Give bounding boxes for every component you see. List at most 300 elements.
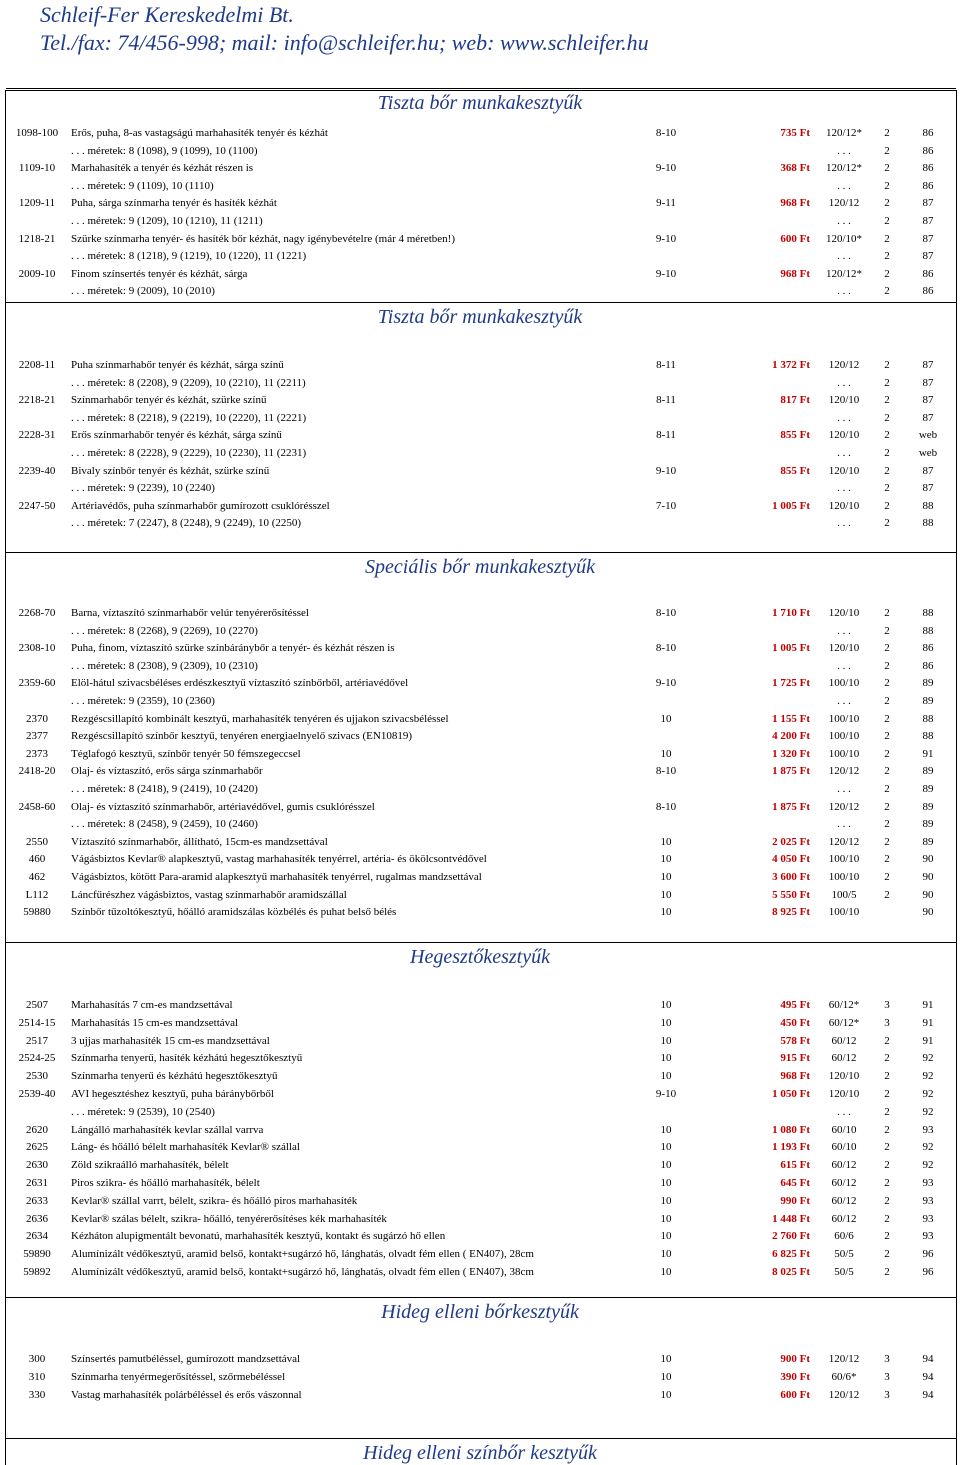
cell-size: 10 (660, 712, 672, 725)
cell-price: 1 725 Ft (772, 677, 810, 690)
cell-page: 88 (922, 499, 934, 512)
table-row (6, 1156, 956, 1174)
cell-pack: 50/5 (834, 1266, 854, 1278)
cell-pack: 120/10 (828, 642, 860, 655)
cell-page: 94 (922, 1370, 934, 1383)
cell-pack: 120/10 (828, 1070, 860, 1083)
table-row (6, 657, 956, 675)
cell-price: 1 050 Ft (772, 1088, 810, 1100)
cell-size: 8-10 (655, 642, 677, 655)
cell-min: 2 (884, 853, 890, 866)
cell-page: web (918, 429, 938, 442)
cell-min: 2 (884, 285, 890, 298)
table-row (6, 1368, 956, 1386)
cell-page: 88 (922, 517, 934, 530)
cell-desc: Piros szikra- és hőálló marhahasíték, bélelt (71, 1177, 260, 1189)
cell-pack: . . . (837, 250, 851, 263)
cell-min: 3 (884, 1370, 890, 1383)
cell-desc: . . . méretek: 8 (1098), 9 (1099), 10 (1100) (71, 144, 258, 157)
cell-desc: . . . méretek: 8 (2308), 9 (2309), 10 (2310) (71, 659, 258, 672)
cell-price: 615 Ft (780, 1159, 810, 1172)
cell-code: 2308-10 (18, 642, 56, 655)
cell-pack: 60/10 (831, 1141, 857, 1154)
cell-price: 990 Ft (780, 1194, 810, 1207)
section-title: Hideg elleni színbőr kesztyűk (363, 1442, 597, 1464)
cell-desc: . . . méretek: 8 (2268), 9 (2269), 10 (2270) (71, 624, 258, 637)
cell-min: 2 (884, 499, 890, 512)
cell-pack: 120/12 (828, 197, 860, 210)
section-title: Hegesztőkesztyűk (410, 946, 550, 968)
cell-desc: Színmarhabőr tenyér és kézhát, szürke színű (71, 394, 267, 407)
cell-size: 8-10 (655, 127, 677, 139)
cell-pack: 120/10 (828, 607, 860, 619)
cell-code: 2630 (26, 1159, 48, 1172)
cell-min: 2 (884, 1141, 890, 1154)
cell-desc: . . . méretek: 8 (1218), 9 (1219), 10 (1220), 11 (1221) (71, 250, 307, 263)
cell-price: 1 155 Ft (772, 712, 810, 725)
cell-pack: 100/10 (828, 906, 860, 919)
cell-pack: . . . (837, 818, 851, 831)
table-row (6, 674, 956, 692)
cell-size: 8-10 (655, 765, 677, 778)
cell-price: 2 760 Ft (772, 1230, 810, 1243)
cell-desc: . . . méretek: 9 (1209), 10 (1210), 11 (1211) (71, 215, 263, 227)
cell-desc: Erős, puha, 8-as vastagságú marhahasíték tenyér és kézhát (71, 127, 328, 139)
cell-price: 6 825 Ft (772, 1248, 810, 1261)
cell-pack: . . . (837, 144, 851, 157)
cell-min: 2 (884, 1052, 890, 1065)
cell-desc: Olaj- és víztaszító, erős sárga színmarhabőr (71, 765, 263, 778)
cell-size: 10 (660, 1248, 672, 1261)
cell-desc: Rezgéscsillapító színbőr kesztyű, tenyéren energiaelnyelő szivacs (EN10819) (71, 730, 412, 743)
cell-pack: 120/12 (828, 359, 860, 371)
cell-size: 10 (660, 1388, 672, 1401)
cell-desc: 3 ujjas marhahasíték 15 cm-es mandzsettával (71, 1034, 270, 1047)
cell-price: 1 372 Ft (772, 359, 810, 371)
cell-price: 645 Ft (780, 1177, 810, 1189)
cell-page: 87 (922, 197, 934, 210)
cell-min: 2 (884, 1034, 890, 1047)
cell-size: 10 (660, 999, 672, 1011)
cell-desc: AVI hegesztéshez kesztyű, puha báránybőrből (71, 1088, 274, 1100)
cell-page: 91 (922, 747, 934, 760)
cell-min: 2 (884, 835, 890, 848)
cell-min: 2 (884, 517, 890, 530)
cell-min: 2 (884, 1088, 890, 1100)
cell-page: 87 (922, 359, 934, 371)
cell-min: 2 (884, 818, 890, 831)
cell-min: 2 (884, 888, 890, 901)
cell-pack: 100/5 (831, 888, 857, 901)
cell-pack: 120/10 (828, 464, 860, 477)
cell-desc: Színbőr tűzoltókesztyű, hőálló aramidszálas közbélés és puhat belső bélés (71, 906, 397, 919)
table-row (6, 514, 956, 532)
cell-pack: . . . (837, 215, 851, 227)
cell-page: 88 (922, 730, 934, 743)
table-row (6, 1227, 956, 1245)
cell-size: 10 (660, 1052, 672, 1065)
cell-price: 1 875 Ft (772, 800, 810, 813)
cell-code: 59892 (23, 1266, 51, 1278)
table-row (6, 142, 956, 160)
company-name: Schleif-Fer Kereskedelmi Bt. (40, 2, 294, 27)
cell-min: 2 (884, 215, 890, 227)
section-divider (6, 1297, 956, 1298)
cell-desc: . . . méretek: 9 (2359), 10 (2360) (71, 695, 215, 707)
cell-size: 8-10 (655, 607, 677, 619)
cell-page: 86 (922, 162, 934, 175)
cell-price: 900 Ft (780, 1353, 810, 1365)
cell-desc: Téglafogó kesztyű, színbőr tenyér 50 fémszegeccsel (71, 747, 301, 760)
table-row (6, 159, 956, 177)
cell-desc: Színmarha tenyérmegerősítéssel, szőrmebéléssel (71, 1370, 286, 1383)
table-row (6, 886, 956, 904)
cell-price: 1 875 Ft (772, 765, 810, 778)
table-row (6, 868, 956, 886)
cell-desc: Erős színmarhabőr tenyér és kézhát, sárga színű (71, 429, 282, 442)
cell-min: 2 (884, 1105, 890, 1118)
cell-pack: 120/12* (825, 162, 863, 175)
cell-min: 2 (884, 800, 890, 813)
cell-price: 968 Ft (780, 267, 810, 280)
cell-desc: Bivaly színbőr tenyér és kézhát, szürke színű (71, 464, 270, 477)
cell-pack: 120/10 (828, 429, 860, 442)
section-divider (6, 88, 956, 89)
section-title: Tiszta bőr munkakesztyűk (377, 92, 583, 114)
cell-price: 578 Ft (780, 1034, 810, 1047)
cell-code: 2539-40 (18, 1088, 56, 1100)
cell-min: 2 (884, 232, 890, 245)
cell-page: 89 (922, 818, 934, 831)
cell-min: 2 (884, 411, 890, 424)
cell-desc: . . . méretek: 8 (2228), 9 (2229), 10 (2230), 11 (2231) (71, 447, 307, 459)
cell-page: 91 (922, 1016, 934, 1029)
cell-size: 10 (660, 906, 672, 919)
cell-price: 817 Ft (780, 394, 810, 407)
company-contact: Tel./fax: 74/456-998; mail: info@schleifer.hu; web: www.schleifer.hu (40, 30, 649, 55)
cell-desc: Zöld szikraálló marhahasíték, bélelt (71, 1159, 229, 1172)
cell-code: 2359-60 (18, 677, 56, 690)
cell-pack: 120/12* (825, 127, 863, 139)
cell-pack: 100/10 (828, 853, 860, 866)
cell-size: 9-10 (655, 162, 677, 175)
table-row (6, 426, 956, 444)
cell-code: 2377 (26, 730, 48, 743)
cell-min: 2 (884, 871, 890, 883)
section-divider (6, 942, 956, 943)
cell-size: 10 (660, 835, 672, 848)
cell-min: 2 (884, 730, 890, 743)
cell-desc: Puha, sárga színmarha tenyér és hasíték kézhát (71, 197, 277, 210)
section-divider (6, 302, 956, 303)
cell-pack: 100/10 (828, 677, 860, 690)
table-row (6, 727, 956, 745)
cell-desc: . . . méretek: 9 (2539), 10 (2540) (71, 1105, 215, 1118)
cell-min: 2 (884, 695, 890, 707)
table-row (6, 497, 956, 515)
cell-size: 9-10 (655, 677, 677, 690)
cell-code: 2370 (26, 712, 48, 725)
cell-code: 2634 (26, 1230, 48, 1243)
cell-code: 59880 (23, 906, 51, 919)
cell-size: 10 (660, 888, 672, 901)
table-row (6, 391, 956, 409)
cell-pack: . . . (837, 411, 851, 424)
cell-price: 4 200 Ft (772, 730, 810, 743)
cell-code: 2514-15 (18, 1016, 56, 1029)
cell-size: 9-10 (655, 267, 677, 280)
cell-page: 86 (922, 642, 934, 655)
cell-desc: Szürke színmarha tenyér- és hasíték bőr kézhát, nagy igénybevételre (már 4 méretben!) (71, 232, 456, 245)
table-row (6, 850, 956, 868)
cell-size: 10 (660, 1370, 672, 1383)
table-row (6, 374, 956, 392)
cell-pack: 120/12 (828, 800, 860, 813)
cell-desc: . . . méretek: 9 (1109), 10 (1110) (71, 179, 214, 192)
cell-page: 88 (922, 624, 934, 637)
cell-page: 87 (922, 215, 934, 227)
cell-page: 90 (922, 853, 934, 866)
cell-pack: 100/10 (828, 871, 860, 883)
table-row (6, 692, 956, 710)
cell-min: 2 (884, 1248, 890, 1261)
cell-code: 2239-40 (18, 464, 56, 477)
cell-code: 462 (28, 871, 46, 883)
cell-page: 94 (922, 1388, 934, 1401)
cell-price: 1 005 Ft (772, 499, 810, 512)
table-row (6, 639, 956, 657)
cell-code: 2208-11 (18, 359, 56, 371)
cell-pack: 120/12 (828, 765, 860, 778)
table-row (6, 996, 956, 1014)
cell-page: 88 (922, 607, 934, 619)
cell-min: 2 (884, 1230, 890, 1243)
table-row (6, 604, 956, 622)
cell-pack: . . . (837, 285, 851, 298)
cell-min: 2 (884, 1159, 890, 1172)
section-divider (6, 1438, 956, 1439)
cell-size: 10 (660, 1141, 672, 1154)
cell-desc: Artériavédős, puha színmarhabőr gumírozott csuklórésszel (71, 499, 330, 512)
cell-price: 1 448 Ft (772, 1212, 810, 1225)
cell-pack: 100/10 (828, 712, 860, 725)
cell-size: 10 (660, 1123, 672, 1136)
cell-size: 10 (660, 871, 672, 883)
cell-min: 2 (884, 267, 890, 280)
cell-min: 2 (884, 376, 890, 389)
cell-price: 600 Ft (780, 232, 810, 245)
cell-price: 600 Ft (780, 1388, 810, 1401)
cell-min: 2 (884, 624, 890, 637)
cell-pack: . . . (837, 482, 851, 495)
cell-desc: Marhahasítás 7 cm-es mandzsettával (71, 999, 233, 1011)
table-row (6, 780, 956, 798)
table-row (6, 444, 956, 462)
cell-price: 968 Ft (780, 197, 810, 210)
cell-page: 87 (922, 394, 934, 407)
cell-page: 93 (922, 1123, 934, 1136)
cell-size: 9-11 (656, 197, 676, 210)
cell-min: 2 (884, 765, 890, 778)
cell-size: 10 (660, 1212, 672, 1225)
cell-pack: 120/10 (828, 1088, 860, 1100)
cell-page: 86 (922, 179, 934, 192)
cell-page: 86 (922, 127, 934, 139)
cell-code: 2418-20 (18, 765, 56, 778)
cell-page: 94 (922, 1353, 934, 1365)
table-row (6, 1263, 956, 1281)
table-row (6, 833, 956, 851)
cell-desc: Vastag marhahasíték polárbéléssel és erős vászonnal (71, 1388, 302, 1401)
cell-page: 87 (922, 482, 934, 495)
cell-page: 89 (922, 695, 934, 707)
cell-page: 93 (922, 1212, 934, 1225)
cell-pack: . . . (837, 659, 851, 672)
cell-pack: 120/12 (828, 835, 860, 848)
section-title: Tiszta bőr munkakesztyűk (377, 306, 583, 328)
cell-desc: Kevlar® szálas bélelt, szikra- hőálló, tenyérerősítéses kék marhahasíték (71, 1212, 387, 1225)
cell-size: 9-10 (655, 1088, 677, 1100)
table-row (6, 1192, 956, 1210)
cell-price: 5 550 Ft (772, 888, 810, 901)
cell-desc: Marhahasítás 15 cm-es mandzsettával (71, 1016, 239, 1029)
cell-price: 450 Ft (780, 1016, 810, 1029)
cell-page: 92 (922, 1159, 934, 1172)
cell-size: 10 (660, 1159, 672, 1172)
cell-pack: 60/12 (831, 1159, 857, 1172)
cell-page: 86 (922, 267, 934, 280)
table-row (6, 710, 956, 728)
cell-min: 3 (884, 1388, 890, 1401)
cell-price: 968 Ft (780, 1070, 810, 1083)
table-row (6, 1174, 956, 1192)
cell-page: 93 (922, 1177, 934, 1189)
table-row (6, 230, 956, 248)
cell-min: 2 (884, 127, 890, 139)
table-row (6, 282, 956, 300)
cell-size: 10 (660, 1266, 672, 1278)
cell-code: 2228-31 (18, 429, 56, 442)
cell-page: 89 (922, 677, 934, 690)
cell-size: 8-11 (656, 359, 676, 371)
table-row (6, 1386, 956, 1404)
cell-size: 10 (660, 1177, 672, 1189)
cell-code: 1209-11 (18, 197, 56, 210)
table-row (6, 815, 956, 833)
cell-pack: 60/12 (831, 1212, 857, 1225)
cell-min: 2 (884, 1177, 890, 1189)
cell-desc: Elöl-hátul szivacsbéléses erdészkesztyű víztaszító színbőrből, artériavédővel (71, 677, 409, 690)
cell-min: 2 (884, 642, 890, 655)
cell-size: 8-10 (655, 800, 677, 813)
table-row (6, 356, 956, 374)
cell-pack: 60/12 (831, 1177, 857, 1189)
cell-pack: 60/12* (828, 1016, 860, 1029)
cell-price: 1 005 Ft (772, 642, 810, 655)
cell-page: 90 (922, 888, 934, 901)
cell-page: 87 (922, 376, 934, 389)
cell-price: 1 193 Ft (772, 1141, 810, 1154)
cell-min: 3 (884, 999, 890, 1011)
section-title: Speciális bőr munkakesztyűk (365, 556, 595, 578)
cell-pack: . . . (837, 179, 851, 192)
cell-page: 89 (922, 765, 934, 778)
cell-min: 2 (884, 250, 890, 263)
cell-page: 89 (922, 783, 934, 795)
cell-page: 90 (922, 871, 934, 883)
cell-desc: Színmarha tenyerű és kézhátú hegesztőkesztyű (71, 1070, 278, 1083)
cell-price: 1 710 Ft (772, 607, 810, 619)
cell-desc: Marhahasíték a tenyér és kézhát részen is (71, 162, 254, 175)
cell-pack: 60/6* (831, 1370, 857, 1383)
cell-pack: 120/12 (828, 1353, 860, 1365)
cell-page: 86 (922, 144, 934, 157)
cell-pack: . . . (837, 783, 851, 795)
cell-price: 2 025 Ft (772, 835, 810, 848)
cell-pack: 120/10 (828, 394, 860, 407)
cell-size: 8-11 (656, 429, 676, 442)
cell-pack: . . . (837, 447, 851, 459)
cell-price: 3 600 Ft (772, 871, 810, 883)
cell-code: 2268-70 (18, 607, 56, 619)
cell-page: 92 (922, 1105, 934, 1118)
table-row (6, 745, 956, 763)
cell-pack: 120/10* (825, 232, 863, 245)
cell-min: 2 (884, 677, 890, 690)
cell-page: 91 (922, 999, 934, 1011)
cell-code: 330 (28, 1388, 46, 1401)
cell-pack: 60/10 (831, 1123, 857, 1136)
table-row (6, 762, 956, 780)
cell-desc: Rezgéscsillapító kombinált kesztyű, marhahasíték tenyéren és ujjakon szivacsbéléssel (71, 712, 449, 725)
cell-price: 368 Ft (780, 162, 810, 175)
table-row (6, 1032, 956, 1050)
cell-page: 89 (922, 835, 934, 848)
cell-code: 2218-21 (18, 394, 56, 407)
cell-size: 10 (660, 1034, 672, 1047)
cell-min: 3 (884, 1016, 890, 1029)
cell-page: 96 (922, 1248, 934, 1261)
cell-pack: 60/6 (834, 1230, 854, 1243)
cell-pack: 120/12 (828, 1388, 860, 1401)
cell-page: 87 (922, 464, 934, 477)
cell-desc: Vágásbiztos, kötött Para-aramid alapkesztyű marhahasíték tenyérrel, rugalmas mandzsettával (71, 871, 482, 883)
cell-code: 1098-100 (15, 127, 59, 139)
cell-pack: 100/10 (828, 730, 860, 743)
table-row (6, 1210, 956, 1228)
cell-code: 2631 (26, 1177, 48, 1189)
cell-min: 2 (884, 1123, 890, 1136)
cell-price: 390 Ft (780, 1370, 810, 1383)
cell-code: 2373 (26, 747, 48, 760)
cell-desc: Színsertés pamutbéléssel, gumírozott mandzsettával (71, 1353, 301, 1365)
cell-desc: Olaj- és víztaszító színmarhabőr, artériavédővel, gumis csuklórésszel (71, 800, 375, 813)
cell-min: 2 (884, 359, 890, 371)
table-row (6, 479, 956, 497)
cell-min: 2 (884, 447, 890, 459)
cell-desc: Puha, finom, víztaszító szürke színbáránybőr a tenyér- és kézhát részen is (71, 642, 395, 655)
cell-desc: Finom színsertés tenyér és kézhát, sárga (71, 267, 248, 280)
table-row (6, 124, 956, 142)
table-row (6, 903, 956, 921)
cell-pack: . . . (837, 517, 851, 530)
cell-price: 495 Ft (780, 999, 810, 1011)
cell-min: 2 (884, 747, 890, 760)
cell-desc: Alumínizált védőkesztyű, aramid belső, kontakt+sugárzó hő, lánghatás, olvadt fém ellen ( EN407), 28cm (71, 1248, 534, 1261)
table-row (6, 1121, 956, 1139)
cell-min: 3 (884, 1353, 890, 1365)
cell-min: 2 (884, 144, 890, 157)
